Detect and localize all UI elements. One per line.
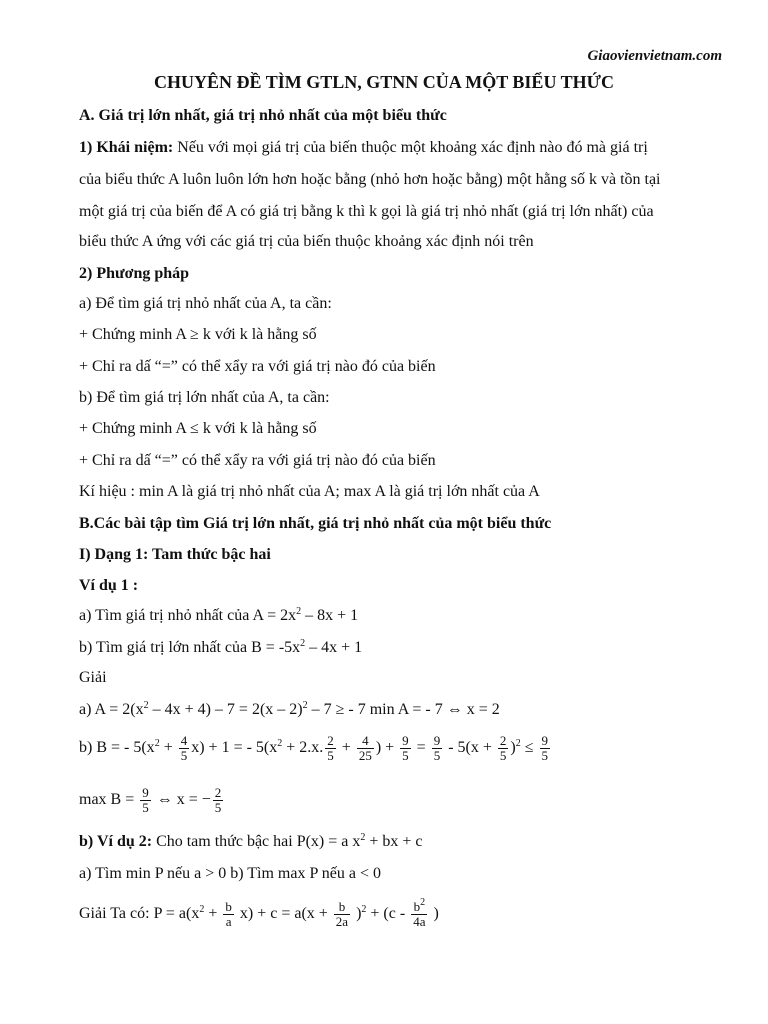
fraction: $\frac{b}{2a}$	[335, 898, 349, 929]
type1-heading: I) Dạng 1: Tam thức bậc hai	[79, 546, 271, 563]
fraction: $\frac{2}{5}$	[214, 784, 222, 815]
solution-b: b) B = - $5(x^2$ + $\frac{4}{5}$ x) + 1 = - $5(x^2 + 2.x$. $\frac{2}{5}$ + $\frac{4}{25}$ ) + $\frac{9}{5}$ = $\frac{9}{5}$ - 5(x + $\frac{2}{5}$ )$^2$ ≤ $\frac{9}{5}$	[79, 732, 548, 763]
fraction: $\frac{b}{a}$	[225, 898, 232, 929]
solution-a: a) $A = 2(x^2 - 4x + 4) - 7 = 2(x - 2)^2 - 7$ ≥ - 7 min A = - 7 ⇔ x = 2	[79, 700, 500, 718]
fraction: $\frac{2}{5}$	[327, 732, 334, 763]
method-b1: + Chứng minh A ≤ k với k là hằng số	[79, 420, 317, 437]
fraction: $\frac{b^2}{4a}$	[413, 896, 426, 929]
max-b-line: max B = $\frac{9}{5}$ ⇔ x = − $\frac{2}{5}$	[79, 784, 222, 815]
page-title: CHUYÊN ĐỀ TÌM GTLN, GTNN CỦA MỘT BIỂU THỨC	[154, 72, 614, 92]
solve-label-1: Giải	[79, 669, 107, 686]
method-b: b) Để tìm giá trị lớn nhất của A, ta cần:	[79, 389, 330, 406]
concept-line-1: 1) Khái niệm: Nếu với mọi giá trị của biến thuộc một khoảng xác định nào đó mà giá trị	[79, 139, 648, 156]
concept-line-4: biểu thức A ứng với các giá trị của biến thuộc khoảng xác định nói trên	[79, 233, 534, 250]
method-b2: + Chỉ ra dấ “=” có thể xẩy ra với giá trị nào đó của biến	[79, 452, 436, 469]
fraction: $\frac{9}{5}$	[433, 732, 441, 763]
section-a-heading: A. Giá trị lớn nhất, giá trị nhỏ nhất của một biểu thức	[79, 107, 447, 124]
method-a: a) Để tìm giá trị nhỏ nhất của A, ta cần:	[79, 295, 332, 312]
example2-solution: Giải Ta có: $P = a(x^2$ + $\frac{b}{a}$ x) + c = a(x + $\frac{b}{2a}$ )$^2$ + (c - $\frac{b^2}{4a}$ )	[79, 896, 439, 929]
fraction: $\frac{2}{5}$	[499, 732, 507, 763]
method-a2: + Chỉ ra dấ “=” có thể xẩy ra với giá trị nào đó của biến	[79, 358, 436, 375]
example1-a: a) Tìm giá trị nhỏ nhất của $A = 2x^2 - 8x + 1$	[79, 606, 359, 624]
fraction: $\frac{9}{5}$	[541, 732, 548, 763]
fraction: $\frac{9}{5}$	[142, 784, 149, 815]
method-a1: + Chứng minh A ≥ k với k là hằng số	[79, 326, 317, 343]
example2-tasks: a) Tìm min P nếu a > 0 b) Tìm max P nếu a < 0	[79, 865, 382, 882]
concept-line-2: của biểu thức A luôn luôn lớn hơn hoặc bằng (nhỏ hơn hoặc bằng) một hằng số k và tồn tại	[79, 171, 661, 188]
concept-line-3: một giá trị của biến để A có giá trị bằng k thì k gọi là giá trị nhỏ nhất (giá trị lớn nhất) của	[79, 203, 654, 220]
example1-b: b) Tìm giá trị lớn nhất của $B = -5x^2 - 4x + 1$	[79, 638, 363, 656]
fraction: $\frac{4}{25}$	[358, 732, 372, 763]
fraction: $\frac{9}{5}$	[402, 732, 409, 763]
site-watermark: Giaovienvietnam.com	[587, 48, 722, 64]
fraction: $\frac{4}{5}$	[180, 732, 188, 763]
example2-heading: b) Ví dụ 2: Cho tam thức bậc hai P(x) = a $x^2$ + bx + c	[79, 832, 423, 850]
notation-line: Kí hiệu : min A là giá trị nhỏ nhất của A; max A là giá trị lớn nhất của A	[79, 483, 540, 500]
example1-heading: Ví dụ 1 :	[79, 577, 139, 594]
method-heading: 2) Phương pháp	[79, 265, 190, 282]
section-b-heading: B.Các bài tập tìm Giá trị lớn nhất, giá trị nhỏ nhất của một biểu thức	[79, 515, 552, 532]
